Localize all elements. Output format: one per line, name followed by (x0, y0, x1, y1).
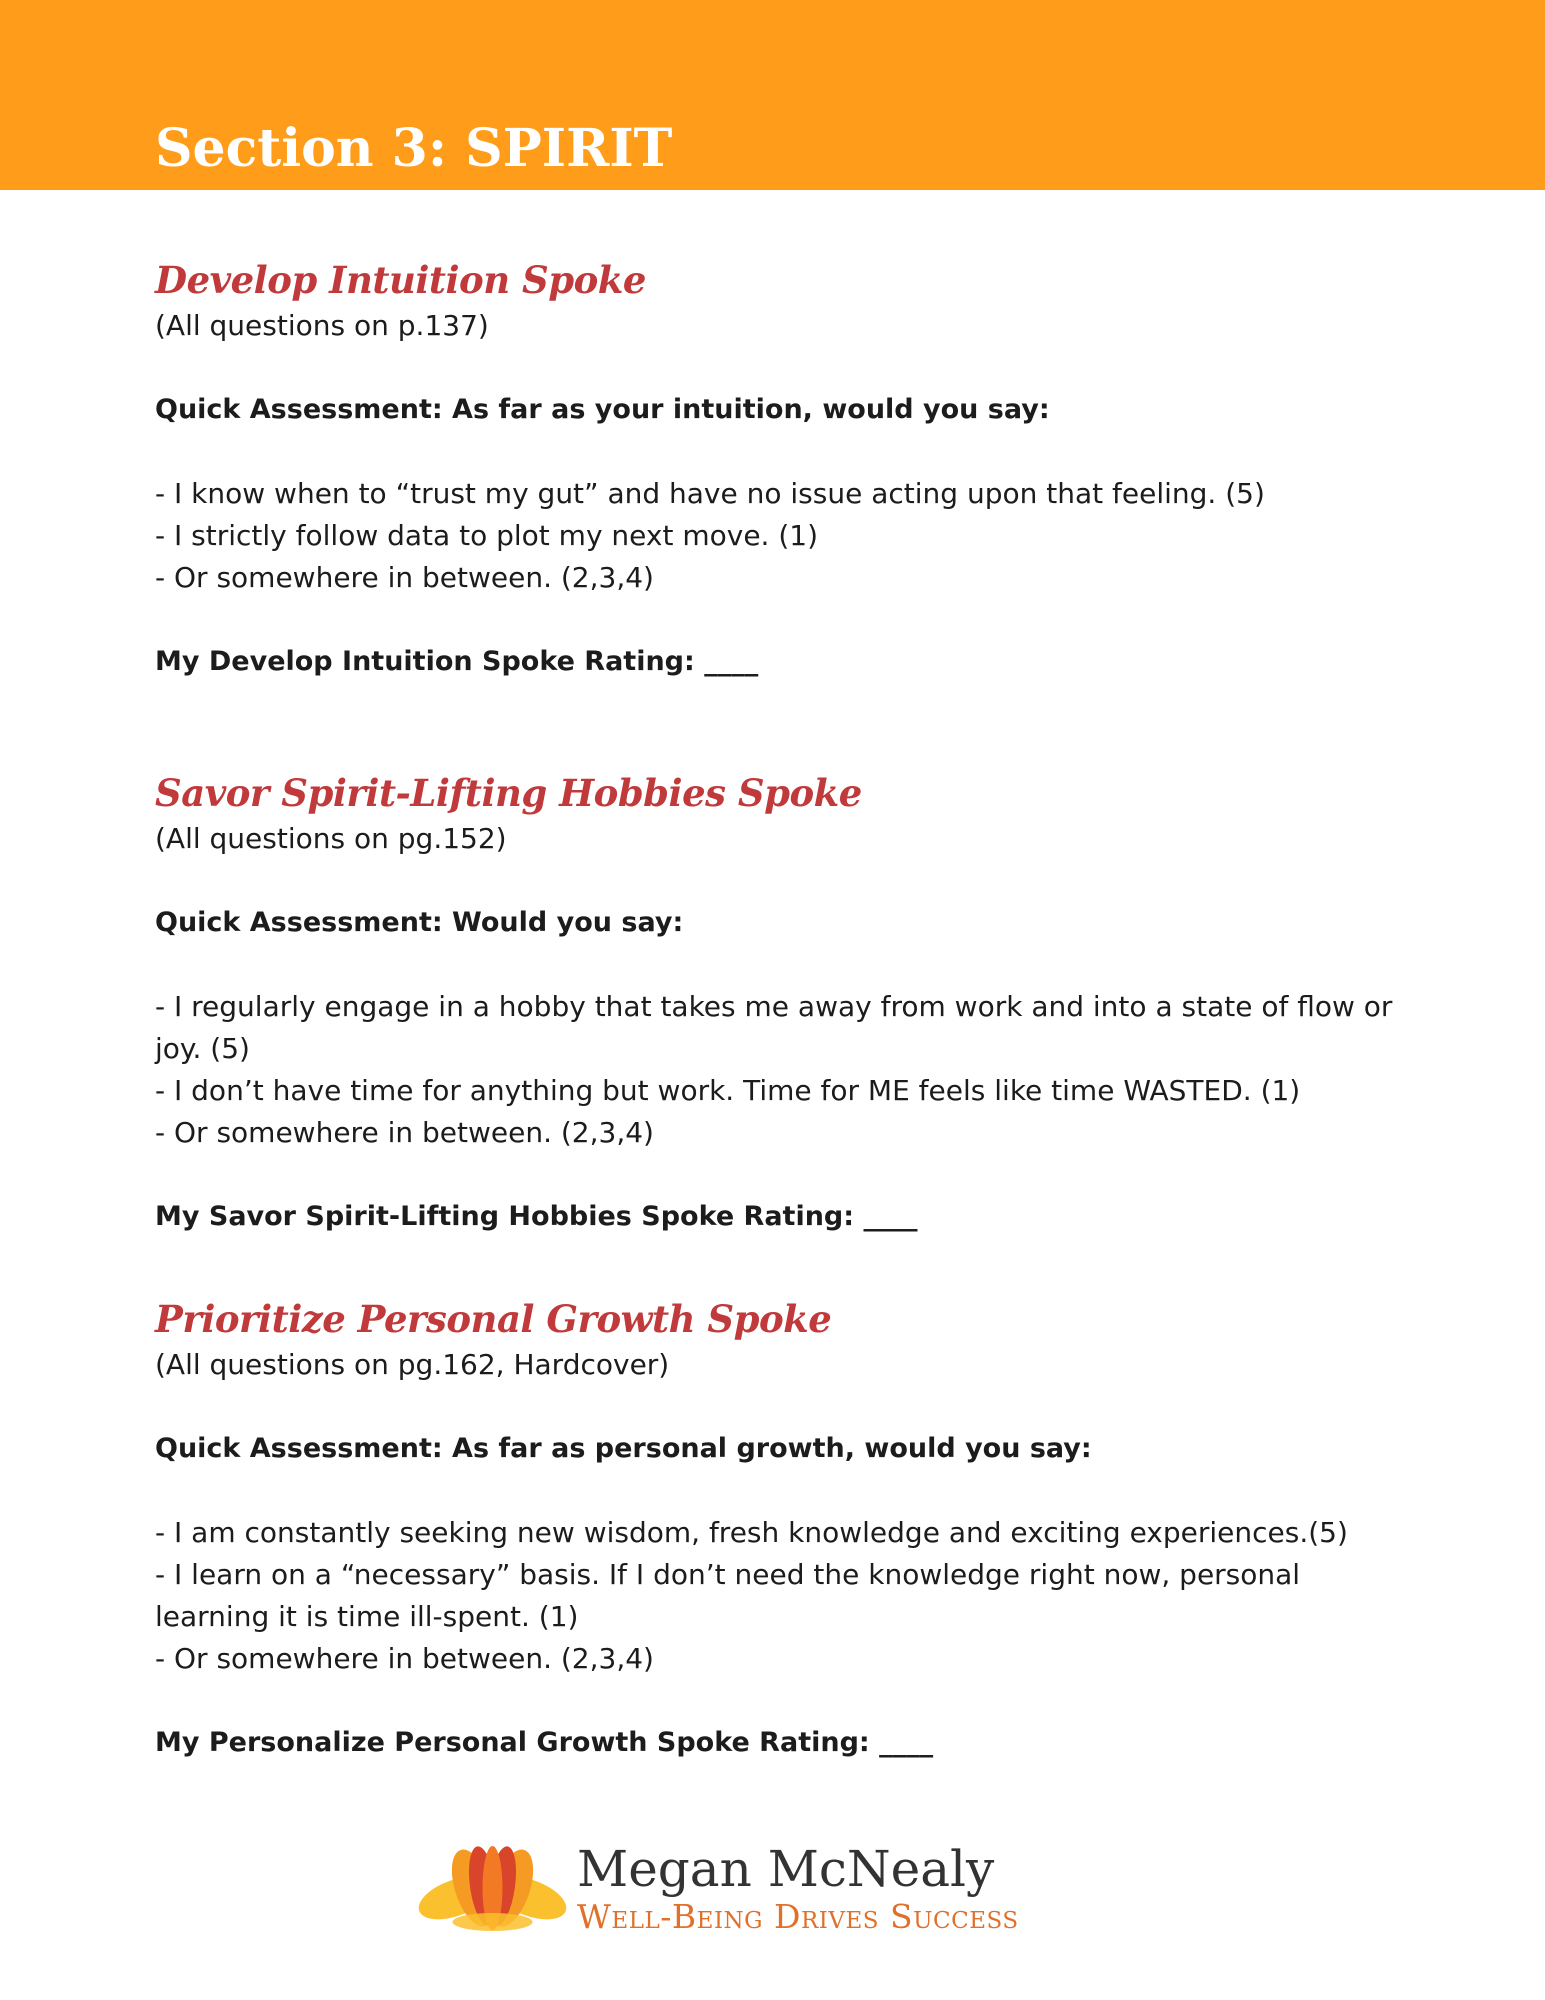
section-title: Section 3: SPIRIT (155, 118, 673, 179)
question-reference: (All questions on pg.162, Hardcover) (155, 1348, 670, 1381)
assessment-option: - I don’t have time for anything but work. Time for ME feels like time WASTED. (1) (155, 1074, 1301, 1107)
assessment-option: - I regularly engage in a hobby that takes me away from work and into a state of flow or joy. (5) (155, 990, 1393, 1065)
spoke-section-personal-growth (155, 1294, 1415, 1764)
assessment-options (155, 473, 1415, 599)
footer-logo (415, 1840, 1135, 1945)
question-reference: (All questions on p.137) (155, 309, 489, 342)
spoke-rating-line: My Develop Intuition Spoke Rating: ____ (155, 646, 759, 677)
assessment-option: - Or somewhere in between. (2,3,4) (155, 1642, 654, 1675)
spoke-rating-line: My Savor Spirit-Lifting Hobbies Spoke Rating: ____ (155, 1201, 918, 1232)
lotus-icon (415, 1840, 570, 1940)
spoke-section-develop-intuition (155, 255, 1415, 683)
assessment-option: - Or somewhere in between. (2,3,4) (155, 1116, 654, 1149)
assessment-prompt: Quick Assessment: As far as your intuition, would you say: (155, 394, 1050, 425)
assessment-prompt: Quick Assessment: As far as personal growth, would you say: (155, 1433, 1092, 1464)
assessment-option: - Or somewhere in between. (2,3,4) (155, 561, 654, 594)
assessment-options (155, 986, 1415, 1154)
spoke-title: Prioritize Personal Growth Spoke (155, 1297, 832, 1341)
spoke-title: Develop Intuition Spoke (155, 258, 646, 302)
assessment-option: - I am constantly seeking new wisdom, fresh knowledge and exciting experiences.(5) (155, 1516, 1348, 1549)
spoke-rating-line: My Personalize Personal Growth Spoke Rating: ____ (155, 1727, 934, 1758)
brand-name: Megan McNealy (577, 1840, 995, 1898)
assessment-prompt: Quick Assessment: Would you say: (155, 907, 684, 938)
section-header-band (0, 0, 1545, 190)
question-reference: (All questions on pg.152) (155, 822, 507, 855)
assessment-options (155, 1512, 1415, 1680)
brand-tagline: Well-Being Drives Success (577, 1897, 1019, 1936)
assessment-option: - I learn on a “necessary” basis. If I don’t need the knowledge right now, personal learning it is time ill-spent. (1) (155, 1558, 1301, 1633)
spoke-section-savor-hobbies (155, 768, 1415, 1238)
assessment-option: - I strictly follow data to plot my next move. (1) (155, 519, 819, 552)
assessment-option: - I know when to “trust my gut” and have no issue acting upon that feeling. (5) (155, 477, 1265, 510)
spoke-title: Savor Spirit-Lifting Hobbies Spoke (155, 771, 862, 815)
